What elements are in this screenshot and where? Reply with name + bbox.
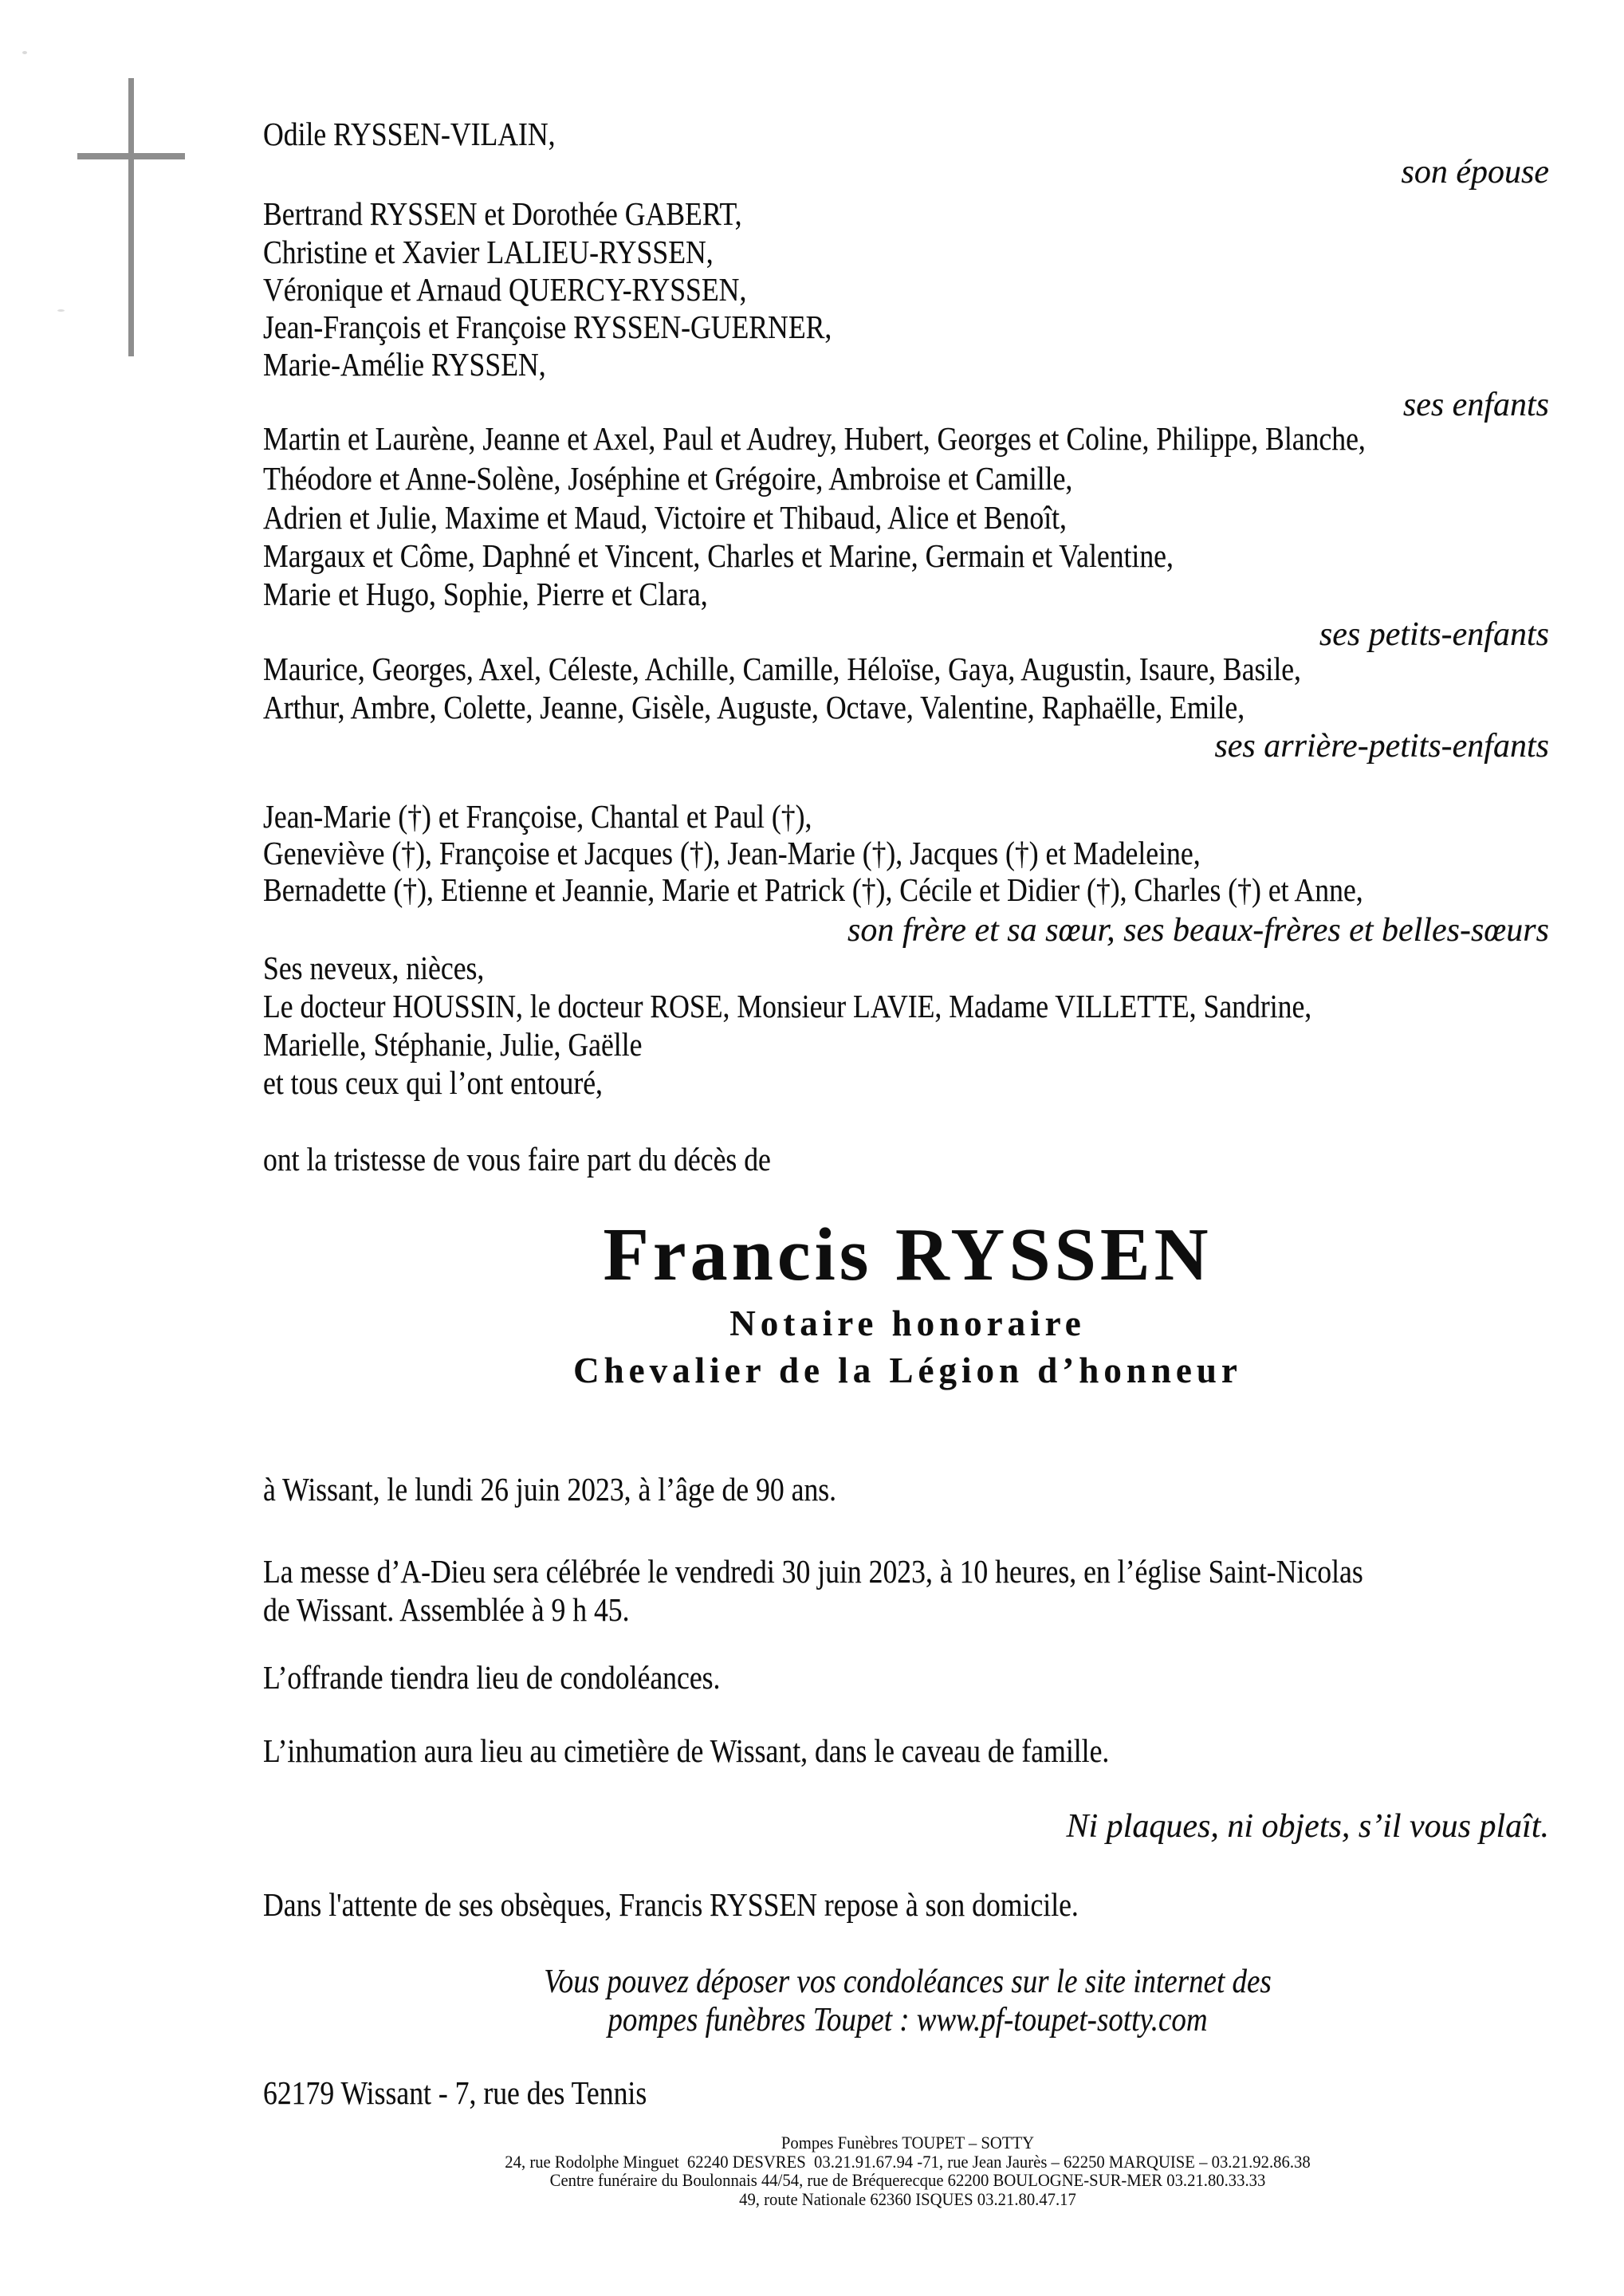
relatives-line: Le docteur HOUSSIN, le docteur ROSE, Monsieur LAVIE, Madame VILLETTE, Sandrine, <box>263 988 1312 1024</box>
children-name-line: Christine et Xavier LALIEU-RYSSEN, <box>263 234 714 270</box>
grandchildren-name-line: Marie et Hugo, Sophie, Pierre et Clara, <box>263 576 708 612</box>
relation-label-great-grandchildren: ses arrière-petits-enfants <box>1214 728 1549 765</box>
no-plaques-request-line: Ni plaques, ni objets, s’il vous plaît. <box>1066 1808 1549 1845</box>
announcement-intro-line: ont la tristesse de vous faire part du décès de <box>263 1141 771 1177</box>
deceased-name-title: Francis RYSSEN <box>603 1213 1213 1296</box>
honor-title-line: Notaire honoraire <box>729 1303 1086 1343</box>
home-address-line: 62179 Wissant - 7, rue des Tennis <box>263 2074 647 2111</box>
relation-label-siblings: son frère et sa sœur, ses beaux-frères et belles-sœurs <box>847 912 1549 949</box>
mass-info-line: de Wissant. Assemblée à 9 h 45. <box>263 1591 630 1628</box>
death-date-line: à Wissant, le lundi 26 juin 2023, à l’âge de 90 ans. <box>263 1471 837 1508</box>
online-condolences-url-line: pompes funèbres Toupet : www.pf-toupet-sotty.com <box>608 2002 1208 2038</box>
relatives-line: Ses neveux, nièces, <box>263 949 485 986</box>
relation-label-grandchildren: ses petits-enfants <box>1319 616 1549 653</box>
siblings-name-line: Jean-Marie (†) et Françoise, Chantal et Paul (†), <box>263 798 812 835</box>
honor-title-line: Chevalier de la Légion d’honneur <box>573 1350 1242 1390</box>
great-grandchildren-name-line: Arthur, Ambre, Colette, Jeanne, Gisèle, Auguste, Octave, Valentine, Raphaëlle, Emile, <box>263 689 1245 725</box>
repose-line: Dans l'attente de ses obsèques, Francis RYSSEN repose à son domicile. <box>263 1886 1079 1923</box>
scan-speck <box>57 309 65 312</box>
funeral-home-address-line: 24, rue Rodolphe Minguet 62240 DESVRES 03.21.91.67.94 -71, rue Jean Jaurès – 62250 MARQUISE – 03.21.92.86.38 <box>505 2152 1311 2172</box>
grandchildren-name-line: Margaux et Côme, Daphné et Vincent, Charles et Marine, Germain et Valentine, <box>263 537 1174 574</box>
grandchildren-name-line: Théodore et Anne-Solène, Joséphine et Grégoire, Ambroise et Camille, <box>263 460 1073 497</box>
cross-vertical-bar <box>128 78 134 356</box>
children-name-line: Véronique et Arnaud QUERCY-RYSSEN, <box>263 271 747 308</box>
online-condolences-line: Vous pouvez déposer vos condoléances sur le site internet des <box>544 1964 1272 2000</box>
siblings-name-line: Bernadette (†), Etienne et Jeannie, Marie et Patrick (†), Cécile et Didier (†), Charles (†) et Anne, <box>263 871 1363 908</box>
children-name-line: Jean-François et Françoise RYSSEN-GUERNER, <box>263 309 832 345</box>
funeral-home-address-line: 49, route Nationale 62360 ISQUES 03.21.80.47.17 <box>739 2189 1076 2209</box>
funeral-home-address-line: Centre funéraire du Boulonnais 44/54, rue de Bréquerecque 62200 BOULOGNE-SUR-MER 03.21.80.33.33 <box>549 2170 1266 2190</box>
grandchildren-name-line: Martin et Laurène, Jeanne et Axel, Paul et Audrey, Hubert, Georges et Coline, Philippe, Blanche, <box>263 420 1366 457</box>
burial-line: L’inhumation aura lieu au cimetière de Wissant, dans le caveau de famille. <box>263 1732 1110 1769</box>
mass-info-line: La messe d’A-Dieu sera célébrée le vendredi 30 juin 2023, à 10 heures, en l’église Saint-Nicolas <box>263 1553 1363 1590</box>
grandchildren-name-line: Adrien et Julie, Maxime et Maud, Victoire et Thibaud, Alice et Benoît, <box>263 499 1067 536</box>
relatives-line: et tous ceux qui l’ont entouré, <box>263 1064 603 1101</box>
relatives-line: Marielle, Stéphanie, Julie, Gaëlle <box>263 1026 643 1063</box>
cross-horizontal-bar <box>77 153 185 159</box>
relation-label-children: ses enfants <box>1402 387 1549 423</box>
children-name-line: Bertrand RYSSEN et Dorothée GABERT, <box>263 195 742 232</box>
spouse-name-line: Odile RYSSEN-VILAIN, <box>263 116 556 152</box>
relation-label-spouse: son épouse <box>1401 154 1549 191</box>
offering-line: L’offrande tiendra lieu de condoléances. <box>263 1659 721 1696</box>
great-grandchildren-name-line: Maurice, Georges, Axel, Céleste, Achille, Camille, Héloïse, Gaya, Augustin, Isaure, Basile, <box>263 651 1301 687</box>
scan-speck <box>22 51 27 54</box>
funeral-home-name: Pompes Funèbres TOUPET – SOTTY <box>781 2133 1035 2152</box>
siblings-name-line: Geneviève (†), Françoise et Jacques (†), Jean-Marie (†), Jacques (†) et Madeleine, <box>263 835 1201 871</box>
children-name-line: Marie-Amélie RYSSEN, <box>263 346 546 383</box>
